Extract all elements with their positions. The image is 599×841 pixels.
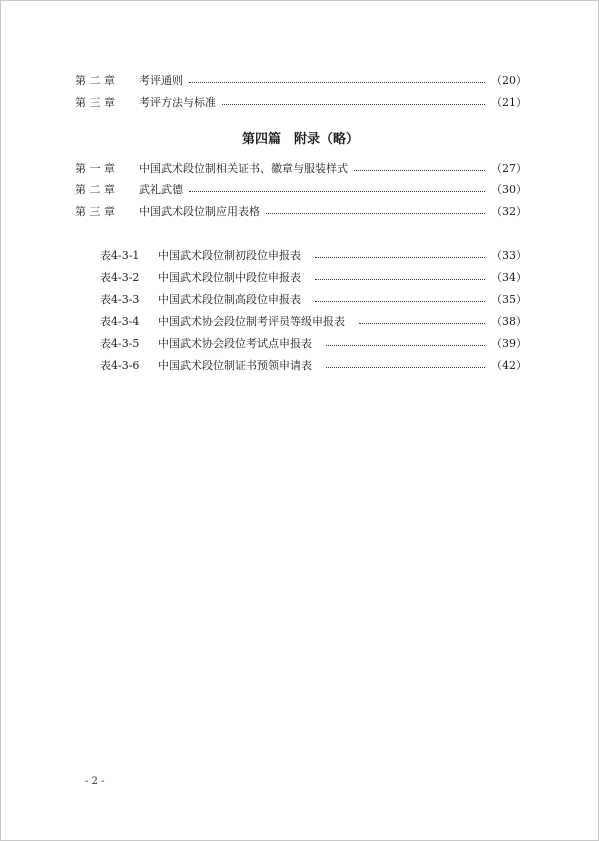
- toc-page-ref: （38）: [491, 315, 527, 328]
- toc-table-title: 中国武术协会段位制考评员等级申报表: [158, 315, 345, 328]
- toc-leader-dots: [266, 213, 485, 214]
- toc-entry-appendix-chapter-1[interactable]: [75, 162, 525, 176]
- toc-entry-table-4-3-4[interactable]: [100, 315, 525, 329]
- toc-entry-table-4-3-1[interactable]: [100, 249, 525, 263]
- toc-page-ref: （30）: [491, 183, 527, 196]
- toc-leader-dots: [315, 257, 485, 258]
- toc-entry-table-4-3-5[interactable]: [100, 337, 525, 351]
- toc-page-ref: （20）: [491, 74, 527, 87]
- toc-table-title: 中国武术段位制中段位申报表: [158, 271, 301, 284]
- toc-leader-dots: [354, 170, 485, 171]
- toc-table-title: 中国武术段位制证书预领申请表: [158, 359, 312, 372]
- toc-chapter-number: 第 二 章: [75, 183, 115, 196]
- toc-leader-dots: [326, 367, 485, 368]
- toc-leader-dots: [315, 301, 485, 302]
- toc-table-number: 表4-3-2: [100, 271, 140, 284]
- toc-chapter-title: 中国武术段位制相关证书、徽章与服装样式: [139, 162, 348, 175]
- toc-chapter-number: 第 二 章: [75, 74, 115, 87]
- toc-entry-appendix-chapter-2[interactable]: [75, 183, 525, 197]
- toc-leader-dots: [189, 82, 485, 83]
- toc-table-title: 中国武术协会段位考试点申报表: [158, 337, 312, 350]
- toc-page-ref: （42）: [491, 359, 527, 372]
- toc-leader-dots: [189, 191, 485, 192]
- toc-table-number: 表4-3-5: [100, 337, 140, 350]
- toc-table-title: 中国武术段位制高段位申报表: [158, 293, 301, 306]
- toc-entry-table-4-3-3[interactable]: [100, 293, 525, 307]
- toc-table-number: 表4-3-4: [100, 315, 140, 328]
- toc-table-title: 中国武术段位制初段位申报表: [158, 249, 301, 262]
- toc-page-ref: （35）: [491, 293, 527, 306]
- toc-page-ref: （21）: [491, 96, 527, 109]
- toc-leader-dots: [359, 323, 485, 324]
- toc-chapter-title: 考评方法与标准: [139, 96, 216, 109]
- toc-chapter-title: 武礼武德: [139, 183, 183, 196]
- toc-leader-dots: [315, 279, 485, 280]
- toc-entry-appendix-chapter-3[interactable]: [75, 205, 525, 219]
- toc-page-ref: （27）: [491, 162, 527, 175]
- toc-page-ref: （34）: [491, 271, 527, 284]
- toc-entry-table-4-3-2[interactable]: [100, 271, 525, 285]
- toc-chapter-title: 中国武术段位制应用表格: [139, 205, 260, 218]
- toc-page-ref: （33）: [491, 249, 527, 262]
- toc-entry-chapter-3[interactable]: [75, 96, 525, 110]
- page-number: - 2 -: [85, 776, 105, 787]
- toc-entry-table-4-3-6[interactable]: [100, 359, 525, 373]
- toc-chapter-number: 第 一 章: [75, 162, 115, 175]
- toc-table-number: 表4-3-6: [100, 359, 140, 372]
- toc-page-ref: （32）: [491, 205, 527, 218]
- toc-chapter-number: 第 三 章: [75, 205, 115, 218]
- toc-chapter-title: 考评通则: [139, 74, 183, 87]
- toc-chapter-number: 第 三 章: [75, 96, 115, 109]
- toc-table-number: 表4-3-3: [100, 293, 140, 306]
- part-4-heading: 第四篇 附录（略）: [241, 132, 359, 147]
- toc-entry-chapter-2[interactable]: [75, 74, 525, 88]
- toc-leader-dots: [326, 345, 485, 346]
- toc-leader-dots: [222, 104, 485, 105]
- toc-page-ref: （39）: [491, 337, 527, 350]
- toc-table-number: 表4-3-1: [100, 249, 140, 262]
